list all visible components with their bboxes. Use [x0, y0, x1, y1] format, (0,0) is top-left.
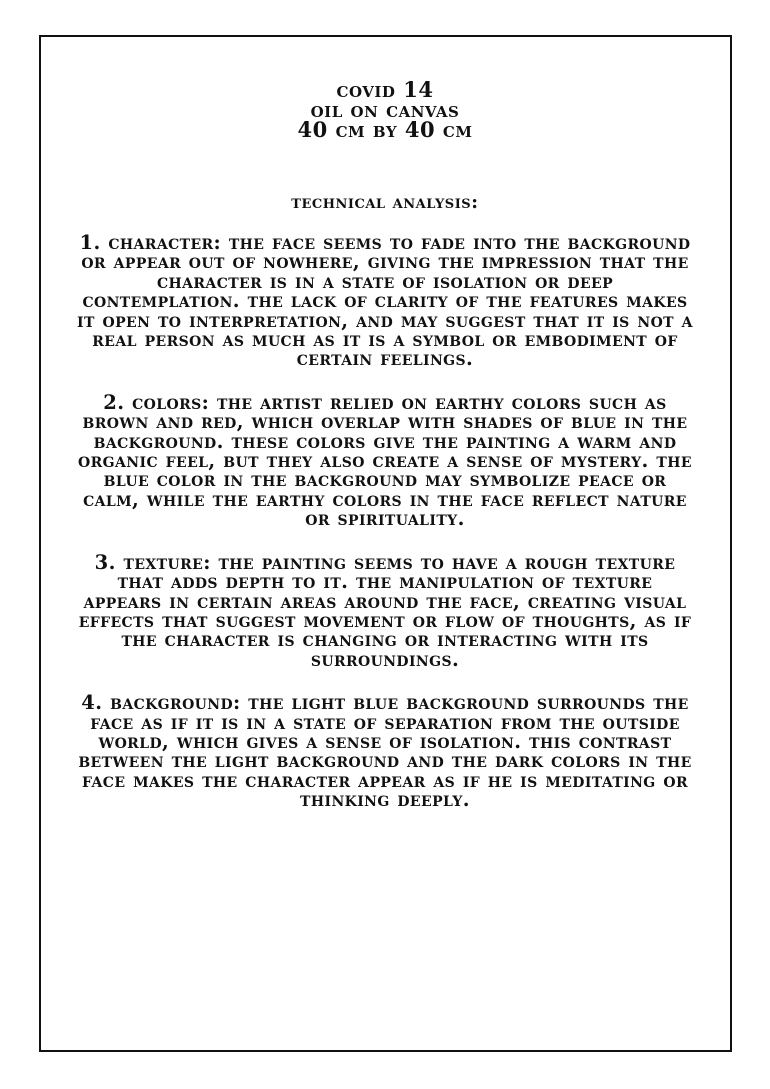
analysis-heading: technical analysis:: [291, 191, 479, 213]
section-background: 4. background: the light blue background surrounds the face as if it is in a state of separation from the outside world, which gives a sense of isolation. this contrast between the light background and the dark colors in the face makes the character appear as if he is meditating or thinking deeply.: [78, 691, 692, 812]
artwork-medium: oil on canvas: [310, 97, 460, 122]
document-body: [75, 77, 695, 812]
section-texture: 3. texture: the painting seems to have a rough texture that adds depth to it. the manipulation of texture appears in certain areas around the face, creating visual effects that suggest movement or flow of thoughts, as if the character is changing or interacting with its surroundings.: [78, 550, 692, 671]
artwork-title-block: [75, 77, 695, 142]
artwork-dimensions: 40 cm by 40 cm: [297, 117, 473, 142]
section-colors: 2. colors: the artist relied on earthy colors such as brown and red, which overlap with shades of blue in the background. these colors give the painting a warm and organic feel, but they also create a sense of mystery. the blue color in the background may symbolize peace or calm, while the earthy colors in the face reflect nature or spirituality.: [78, 390, 692, 531]
artwork-title: covid 14: [336, 77, 434, 102]
section-character: 1. character: the face seems to fade into the background or appear out of nowhere, giving the impression that the character is in a state of isolation or deep contemplation. the lack of clarity of the features makes it open to interpretation, and may suggest that it is not a real person as much as it is a symbol or embodiment of certain feelings.: [77, 231, 693, 371]
